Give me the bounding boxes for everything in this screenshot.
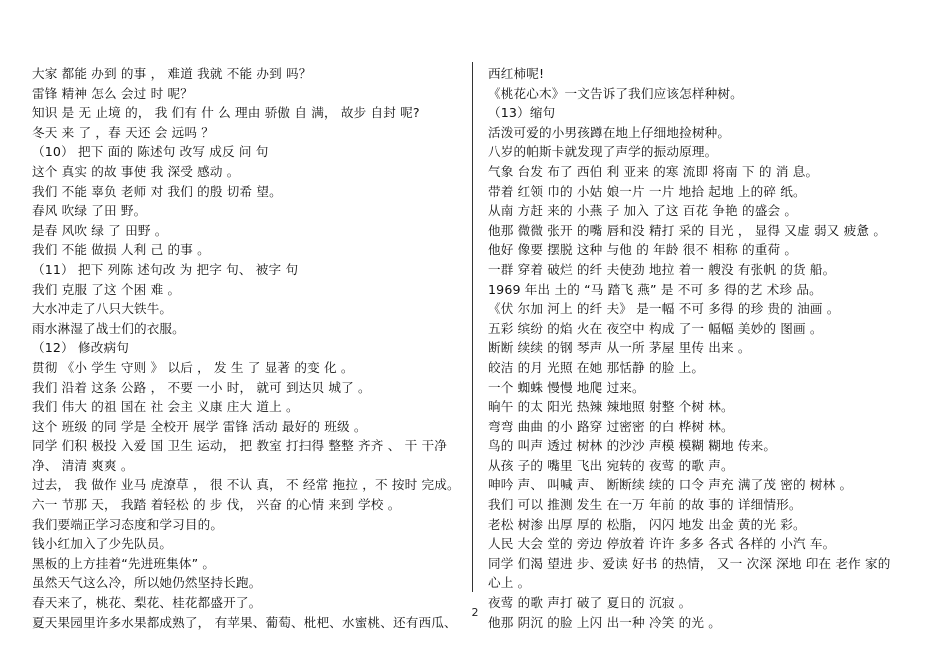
text-line: 弯弯 曲曲 的小 路穿 过密密 的白 桦树 林。 bbox=[488, 418, 734, 434]
text-line: 五彩 缤纷 的焰 火在 夜空中 构成 了一 幅幅 美妙的 图画 。 bbox=[488, 320, 823, 336]
text-line: 大水冲走了八只大铁牛。 bbox=[32, 301, 173, 317]
text-line: 虽然天气这么冷，所以她仍然坚持长跑。 bbox=[32, 575, 262, 591]
text-line: 雨水淋湿了战士们的衣服。 bbox=[32, 320, 185, 336]
text-line: 皎洁 的月 光照 在她 那恬静 的脸 上。 bbox=[488, 359, 705, 375]
text-line: 从南 方赶 来的 小燕 子 加入 了这 百花 争艳 的盛会 。 bbox=[488, 203, 798, 219]
text-line: 呻吟 声、 叫喊 声、 断断续 续的 口令 声充 满了茂 密的 树林 。 bbox=[488, 477, 853, 493]
text-line: （10） 把下 面的 陈述句 改写 成反 问 句 bbox=[32, 144, 269, 160]
text-line: 我们 不能 做损 人利 己 的事 。 bbox=[32, 242, 210, 258]
text-line: 过去， 我 做作 业马 虎潦草 ， 很 不认 真， 不 经常 拖拉 ，不 按时 完成。 bbox=[32, 477, 460, 493]
text-line: 一群 穿着 破烂 的纤 夫使劲 地拉 着一 艘没 有张帆 的货 船。 bbox=[488, 261, 836, 277]
text-line: 我们 可以 推测 发生 在一万 年前 的故 事的 详细情形。 bbox=[488, 497, 802, 513]
text-line: （12） 修改病句 bbox=[32, 340, 129, 356]
text-line: 从孩 子的 嘴里 飞出 宛转的 夜莺 的歌 声。 bbox=[488, 457, 734, 473]
page-number: 2 bbox=[471, 606, 479, 619]
text-line: 贯彻 《小 学生 守则 》 以后 ， 发 生 了 显著 的变 化 。 bbox=[32, 359, 354, 375]
text-line: 气象 台发 布了 西伯 利 亚来 的寒 流即 将南 下 的 消 息。 bbox=[488, 163, 819, 179]
column-divider bbox=[472, 62, 473, 592]
text-line: 这个 真实 的故 事使 我 深受 感动 。 bbox=[32, 163, 240, 179]
text-line: 这个 班级 的同 学是 全校开 展学 雷锋 活动 最好的 班级 。 bbox=[32, 418, 367, 434]
text-line: （11） 把下 列陈 述句改 为 把字 句、 被字 句 bbox=[32, 261, 299, 277]
text-line: 雷锋 精神 怎么 会过 时 呢？ bbox=[32, 85, 193, 101]
text-line: 带着 红领 巾的 小姑 娘一片 一片 地拾 起地 上的碎 纸。 bbox=[488, 183, 806, 199]
text-line: 春风 吹绿 了田 野。 bbox=[32, 203, 147, 219]
text-line: 我们 不能 辜负 老师 对 我们 的殷 切希 望。 bbox=[32, 183, 282, 199]
text-line: 我们 伟大 的祖 国在 社 会主 义康 庄大 道上 。 bbox=[32, 399, 299, 415]
text-line: 他好 像要 摆脱 这种 与他 的 年龄 很不 相称 的重荷 。 bbox=[488, 242, 798, 258]
text-line: 夏天果园里许多水果都成熟了， 有苹果、葡萄、枇杷、水蜜桃、还有西瓜、 bbox=[32, 614, 457, 630]
text-line: 大家 都能 办到 的事 ， 难道 我就 不能 办到 吗？ bbox=[32, 66, 312, 81]
text-line: 我们要端正学习态度和学习目的。 bbox=[32, 516, 224, 532]
text-line: 鸟的 叫声 透过 树林 的沙沙 声模 模糊 糊地 传来。 bbox=[488, 438, 777, 454]
text-line: 《伏 尔加 河上 的纤 夫》 是一幅 不可 多得 的珍 贵的 油画 。 bbox=[488, 301, 840, 317]
text-line: 净、 清清 爽爽 。 bbox=[32, 457, 134, 473]
text-line: 黑板的上方挂着“先进班集体” 。 bbox=[32, 555, 216, 571]
text-line: 心上 。 bbox=[488, 575, 531, 591]
text-line: 我们 沿着 这条 公路 ， 不要 一小 时， 就可 到达贝 城了 。 bbox=[32, 379, 371, 395]
text-line: 活泼可爱的小男孩蹲在地上仔细地捡树种。 bbox=[488, 124, 731, 140]
left-column bbox=[32, 64, 462, 632]
text-line: 知识 是 无 止境 的， 我 们有 什 么 理由 骄傲 自 满， 故步 自封 呢? bbox=[32, 105, 420, 121]
text-line: 钱小红加入了少先队员。 bbox=[32, 536, 173, 552]
text-line: 《桃花心木》一文告诉了我们应该怎样种树。 bbox=[488, 85, 743, 101]
text-line: 他那 微微 张开 的嘴 唇和没 精打 采的 目光 ， 显得 又虚 弱又 疲惫 。 bbox=[488, 222, 887, 238]
text-line: 是春 风吹 绿 了 田野 。 bbox=[32, 222, 168, 238]
text-line: 1969 年出 土的 “马 踏飞 燕” 是 不可 多 得的艺 术珍 品。 bbox=[488, 281, 822, 297]
text-line: 冬天 来 了 ，春 天还 会 远吗 ？ bbox=[32, 124, 214, 140]
right-column bbox=[488, 64, 920, 632]
text-line: 我们 克服 了这 个困 难 。 bbox=[32, 281, 181, 297]
text-line: 夜莺 的歌 声打 破了 夏日的 沉寂 。 bbox=[488, 595, 692, 611]
text-line: （13）缩句 bbox=[488, 105, 556, 121]
text-line: 春天来了，桃花、梨花、桂花都盛开了。 bbox=[32, 595, 262, 611]
text-line: 晌午 的太 阳光 热辣 辣地照 射整 个树 林。 bbox=[488, 399, 734, 415]
text-line: 八岁的帕斯卡就发现了声学的振动原理。 bbox=[488, 144, 718, 160]
text-line: 人民 大会 堂的 旁边 停放着 许许 多多 各式 各样的 小汽 车。 bbox=[488, 536, 836, 552]
text-line: 断断 续续 的钢 琴声 从一所 茅屋 里传 出来 。 bbox=[488, 340, 751, 356]
text-line: 西红柿呢! bbox=[488, 66, 545, 81]
text-line: 同学 们积 极投 入爱 国 卫生 运动， 把 教室 打扫得 整整 齐齐 、 干 干净 bbox=[32, 438, 447, 454]
text-line: 一个 蜘蛛 慢慢 地爬 过来。 bbox=[488, 379, 645, 395]
text-line: 六一 节那 天， 我踏 着轻松 的 步 伐， 兴奋 的心情 来到 学校 。 bbox=[32, 497, 401, 513]
text-line: 他那 阴沉 的脸 上闪 出一种 冷笑 的光 。 bbox=[488, 614, 721, 630]
text-line: 同学 们渴 望进 步、爱读 好书 的热情， 又一 次深 深地 印在 老作 家的 bbox=[488, 555, 891, 571]
text-line: 老松 树渗 出厚 厚的 松脂， 闪闪 地发 出金 黄的光 彩。 bbox=[488, 516, 806, 532]
